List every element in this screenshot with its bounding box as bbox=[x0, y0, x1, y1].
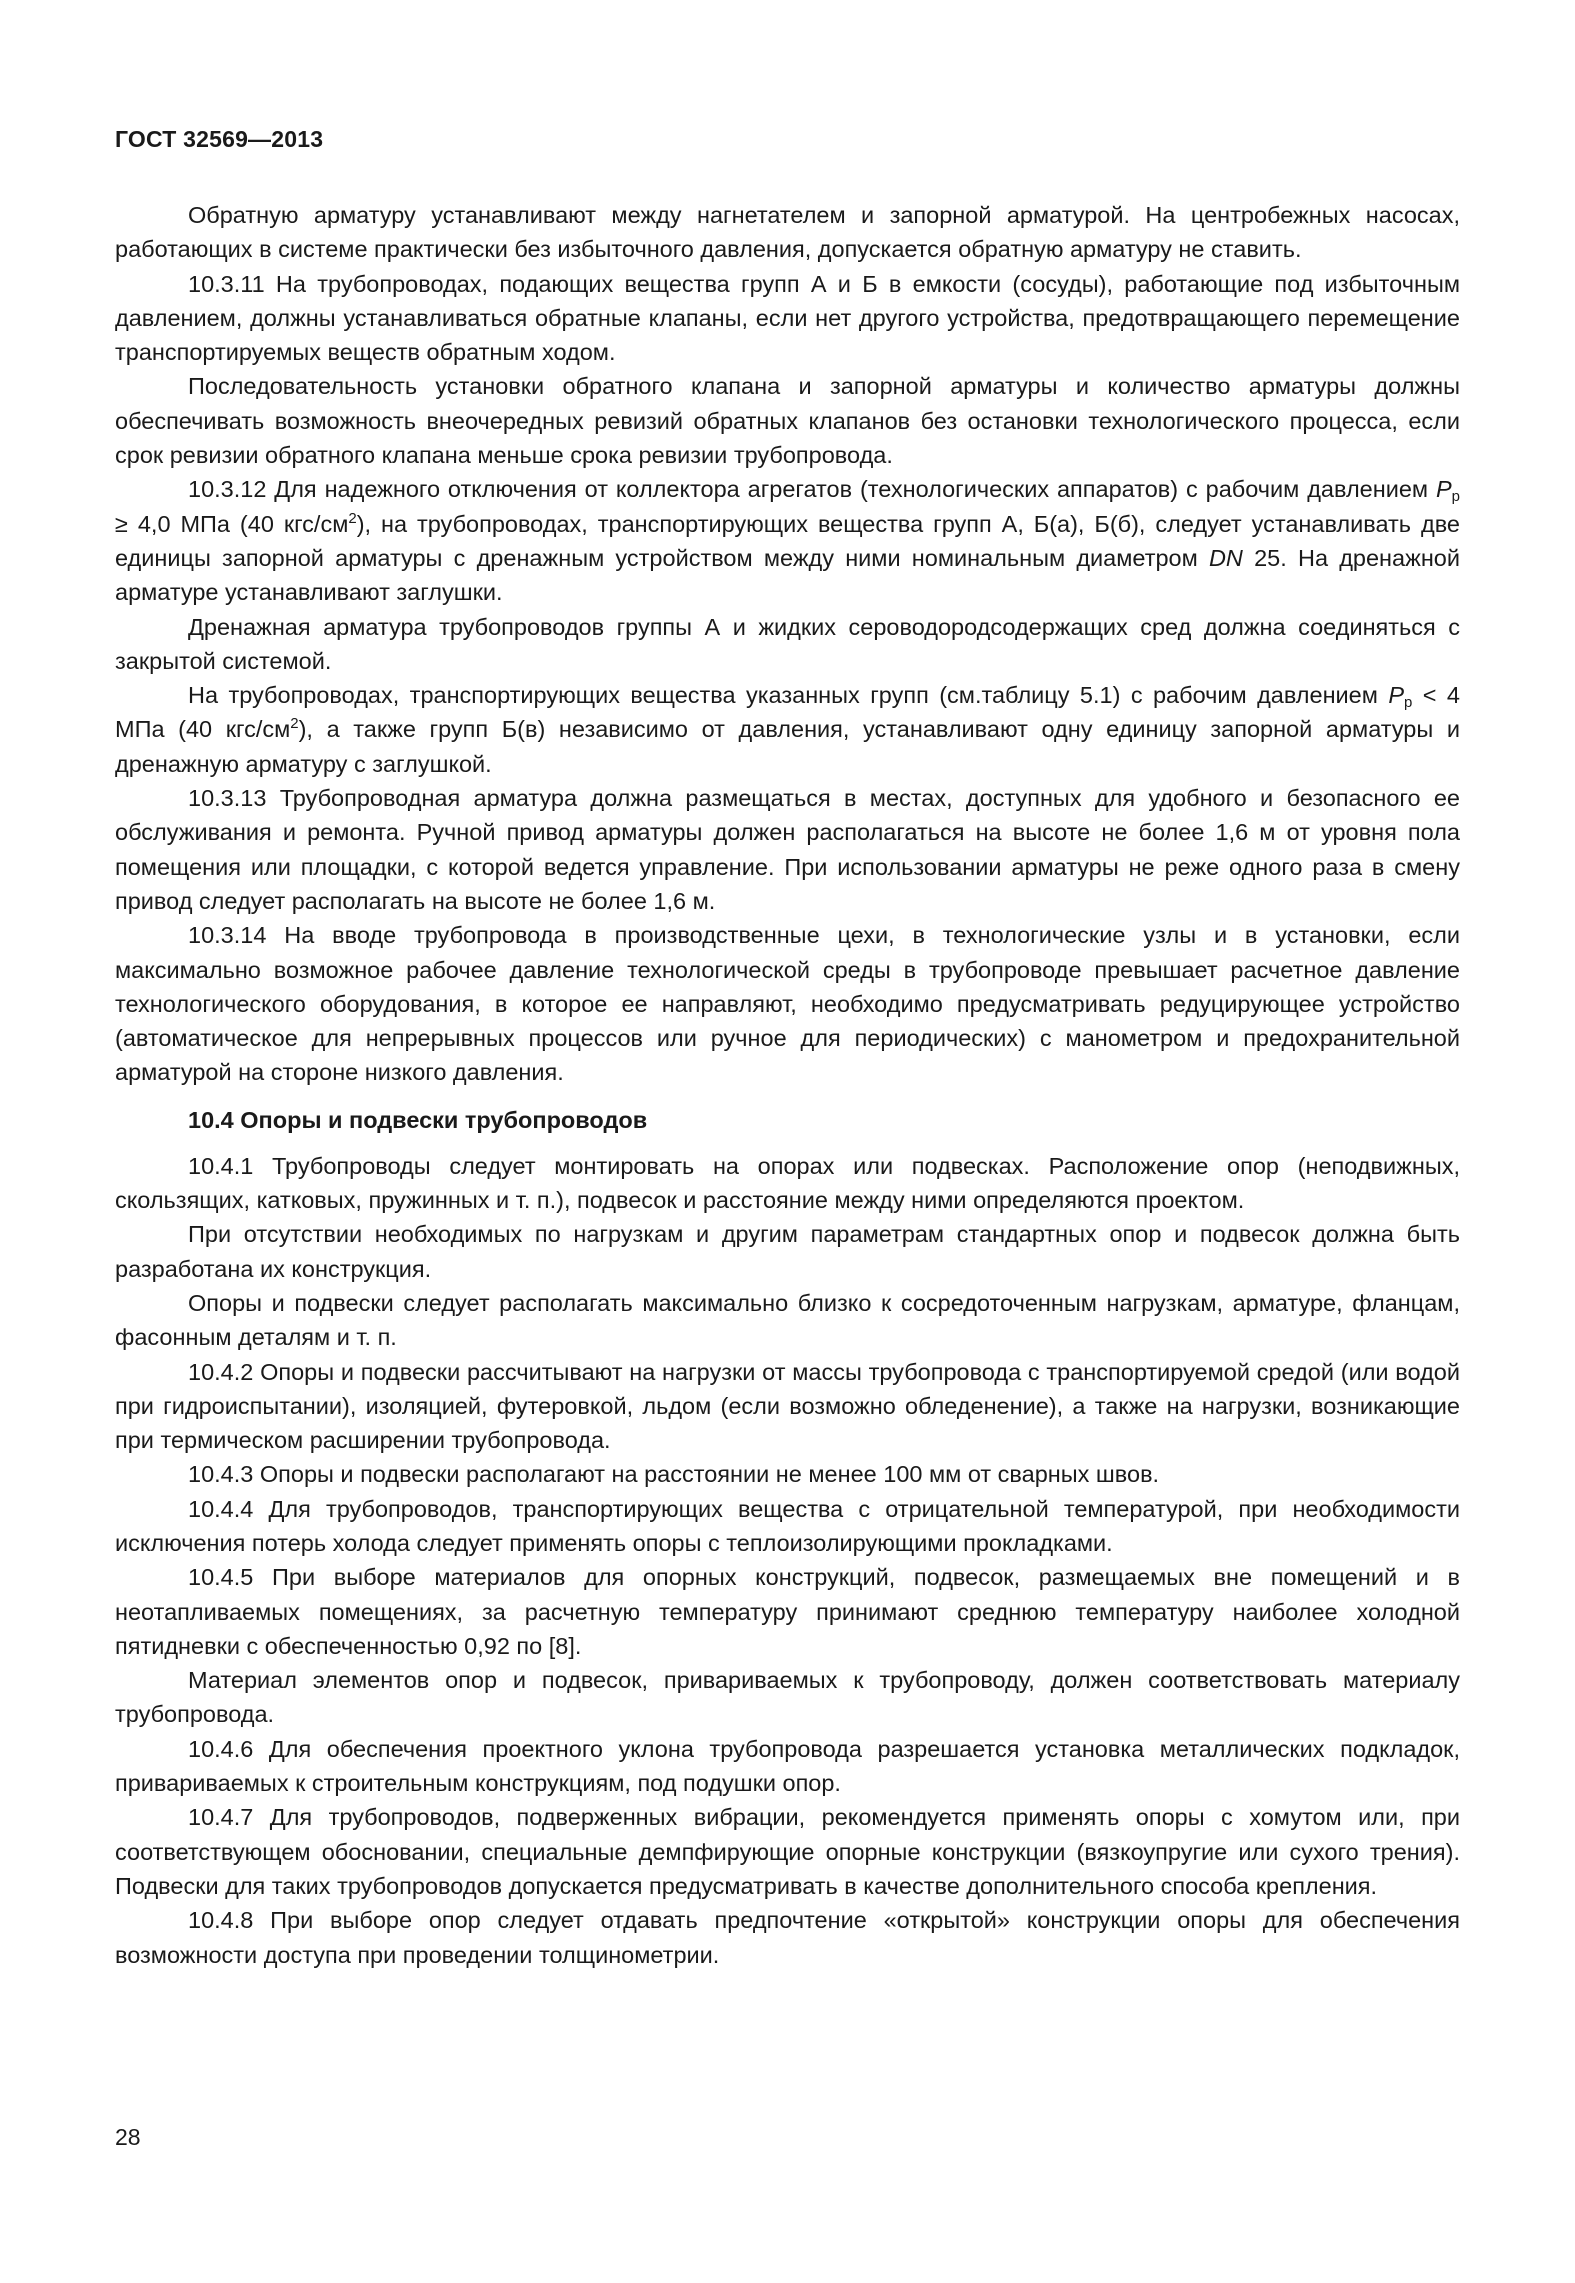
paragraph: 10.4.6 Для обеспечения проектного уклона трубопровода разрешается установка металлических подкладок, привариваемых к строительным конструкциям, под подушки опор. bbox=[115, 1735, 1460, 1797]
paragraph-10-3-12: 10.3.12 Для надежного отключения от коллектора агрегатов (технологических аппаратов) с рабочим давлением $P_р \ge 4,0$ МПа (40 кгс/$см^2$), на трубопроводах, транспортирующих вещества групп А, Б(а), Б(б), следует устанавливать две единицы запорной арматуры с дренажным устройством между ними номинальным диаметром DN 25. На дренажной арматуре устанавливают заглушки. bbox=[115, 476, 1461, 606]
page-number: 28 bbox=[115, 2124, 141, 2150]
paragraph: 10.4.2 Опоры и подвески рассчитывают на нагрузки от массы трубопровода с транспортируемой средой (или водой при гидроиспытании), изоляцией, футеровкой, льдом (если возможно обледенение), а также на нагрузки, возникающие при термическом расширении трубопровода. bbox=[115, 1358, 1460, 1454]
paragraph: Опоры и подвески следует располагать максимально близко к сосредоточенным нагрузкам, арматуре, фланцам, фасонным деталям и т. п. bbox=[115, 1289, 1460, 1351]
paragraph: При отсутствии необходимых по нагрузкам и другим параметрам стандартных опор и подвесок должна быть разработана их конструкция. bbox=[115, 1221, 1460, 1282]
paragraph: Последовательность установки обратного клапана и запорной арматуры и количество арматуры должны обеспечивать возможность внеочередных ревизий обратных клапанов без остановки технологического процесса, если срок ревизии обратного клапана меньше срока ревизии трубопровода. bbox=[115, 373, 1460, 469]
paragraph: 10.4.4 Для трубопроводов, транспортирующих вещества с отрицательной температурой, при необходимости исключения потерь холода следует применять опоры с теплоизолирующими прокладками. bbox=[115, 1495, 1460, 1556]
paragraph-table-ref: На трубопроводах, транспортирующих вещества указанных групп (см.таблицу 5.1) с рабочим давлением $P_р < 4$ МПа (40 кгс/$см^2$), а также групп Б(в) независимо от давления, устанавливают одну единицу запорной арматуры и дренажную арматуру с заглушкой. bbox=[115, 682, 1460, 777]
paragraph: 10.3.13 Трубопроводная арматура должна размещаться в местах, доступных для удобного и безопасного ее обслуживания и ремонта. Ручной привод арматуры должен располагаться на высоте не более 1,6 м от уровня пола помещения или площадки, с которой ведется управление. При использовании арматуры не реже одного раза в смену привод следует располагать на высоте не более 1,6 м. bbox=[115, 785, 1460, 914]
paragraph: 10.3.14 На вводе трубопровода в производственные цехи, в технологические узлы и в установки, если максимально возможное рабочее давление технологической среды в трубопроводе превышает расчетное давление технологического оборудования, в которое ее направляют, необходимо предусматривать редуцирующее устройство (автоматическое для непрерывных процессов или ручное для периодических) с манометром и предохранительной арматурой на стороне низкого давления. bbox=[115, 922, 1460, 1086]
document-header: ГОСТ 32569—2013 bbox=[115, 126, 324, 152]
paragraph: 10.4.5 При выборе материалов для опорных конструкций, подвесок, размещаемых вне помещений и в неотапливаемых помещениях, за расчетную температуру принимают среднюю температуру наиболее холодной пятидневки с обеспеченностью 0,92 по [8]. bbox=[115, 1564, 1460, 1659]
paragraph: 10.4.8 При выборе опор следует отдавать предпочтение «открытой» конструкции опоры для обеспечения возможности доступа при проведении толщинометрии. bbox=[115, 1907, 1460, 1968]
paragraph: Дренажная арматура трубопроводов группы А и жидких сероводородсодержащих сред должна соединяться с закрытой системой. bbox=[115, 613, 1460, 674]
paragraph: 10.3.11 На трубопроводах, подающих вещества групп А и Б в емкости (сосуды), работающие под избыточным давлением, должны устанавливаться обратные клапаны, если нет другого устройства, предотвращающего перемещение транспортируемых веществ обратным ходом. bbox=[115, 270, 1460, 366]
paragraph: 10.4.1 Трубопроводы следует монтировать на опорах или подвесках. Расположение опор (неподвижных, скользящих, катковых, пружинных и т. п.), подвесок и расстояние между ними определяются проектом. bbox=[115, 1152, 1460, 1214]
paragraph: Материал элементов опор и подвесок, привариваемых к трубопроводу, должен соответствовать материалу трубопровода. bbox=[115, 1667, 1460, 1728]
paragraph: 10.4.7 Для трубопроводов, подверженных вибрации, рекомендуется применять опоры с хомутом или, при соответствующем обосновании, специальные демпфирующие опорные конструкции (вязкоупругие или сухого трения). Подвески для таких трубопроводов допускается предусматривать в качестве дополнительного способа крепления. bbox=[115, 1804, 1460, 1899]
section-heading: 10.4 Опоры и подвески трубопроводов bbox=[188, 1106, 648, 1133]
document-body bbox=[115, 198, 1460, 1972]
paragraph: 10.4.3 Опоры и подвески располагают на расстоянии не менее 100 мм от сварных швов. bbox=[188, 1461, 1160, 1488]
paragraph: Обратную арматуру устанавливают между нагнетателем и запорной арматурой. На центробежных насосах, работающих в системе практически без избыточного давления, допускается обратную арматуру не ставить. bbox=[115, 202, 1460, 263]
